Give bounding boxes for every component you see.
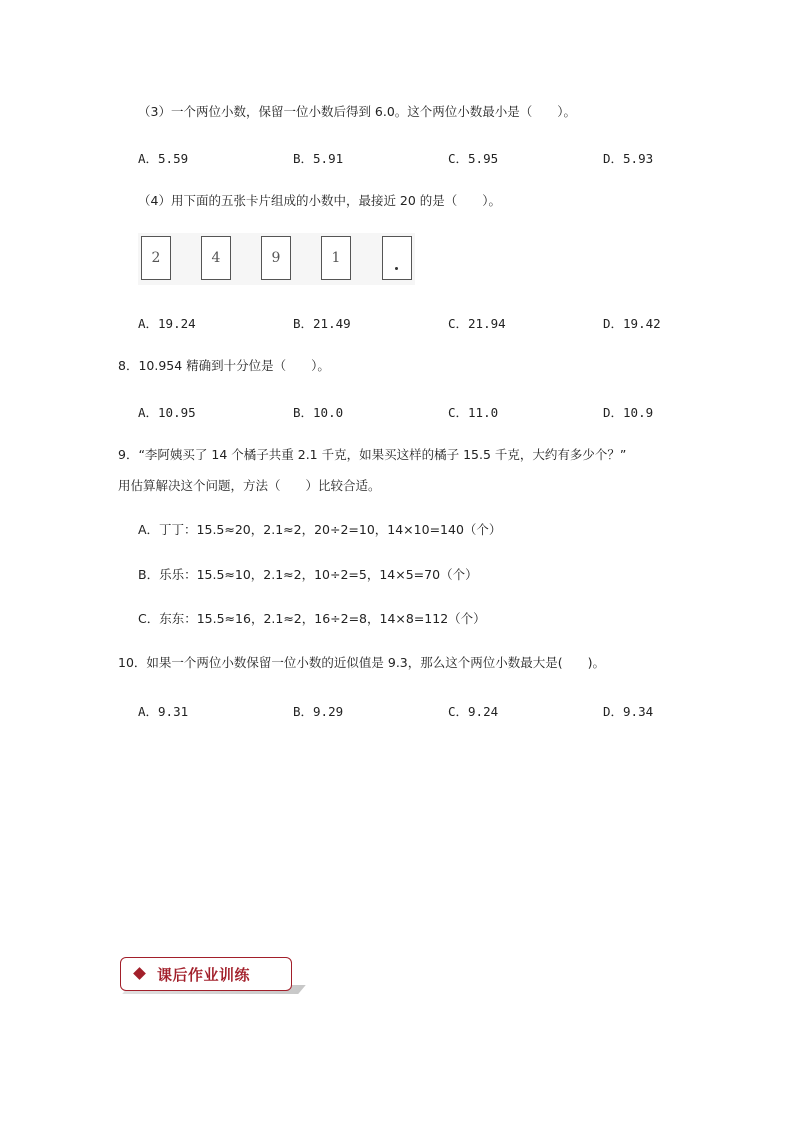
card-1: 1 xyxy=(321,236,351,280)
question-8: 8．10.954 精确到十分位是（ ）。 xyxy=(118,358,330,373)
option-c: C．东东：15.5≈16，2.1≈2，16÷2=8，14×8=112（个） xyxy=(138,611,486,626)
option-a: A．10.95 xyxy=(138,405,196,420)
card-decimal-point xyxy=(382,236,412,280)
question-10: 10．如果一个两位小数保留一位小数的近似值是 9.3，那么这个两位小数最大是( )。 xyxy=(118,655,606,670)
section-banner-label: 课后作业训练 xyxy=(157,966,251,984)
option-a: A．9.31 xyxy=(138,704,189,719)
number-cards xyxy=(138,233,415,285)
option-b: B．5.91 xyxy=(293,151,344,166)
option-c: C．11.0 xyxy=(448,405,499,420)
question-7-3: （3）一个两位小数，保留一位小数后得到 6.0。这个两位小数最小是（ ）。 xyxy=(138,104,577,119)
option-b: B．21.49 xyxy=(293,316,351,331)
question-9-line-1: 9．“李阿姨买了 14 个橘子共重 2.1 千克，如果买这样的橘子 15.5 千克，大约有多少个？” xyxy=(118,447,627,462)
option-a: A．5.59 xyxy=(138,151,189,166)
option-d: D．10.9 xyxy=(603,405,654,420)
option-a: A．19.24 xyxy=(138,316,196,331)
question-7-4: （4）用下面的五张卡片组成的小数中，最接近 20 的是（ ）。 xyxy=(138,193,502,208)
card-2: 2 xyxy=(141,236,171,280)
option-b: B．9.29 xyxy=(293,704,344,719)
option-c: C．5.95 xyxy=(448,151,499,166)
decimal-point-icon xyxy=(395,267,398,270)
option-c: C．21.94 xyxy=(448,316,506,331)
option-d: D．5.93 xyxy=(603,151,654,166)
option-b: B．10.0 xyxy=(293,405,344,420)
option-a: A．丁丁：15.5≈20，2.1≈2，20÷2=10，14×10=140（个） xyxy=(138,522,502,537)
section-banner xyxy=(120,957,292,991)
option-b: B．乐乐：15.5≈10，2.1≈2，10÷2=5，14×5=70（个） xyxy=(138,567,478,582)
option-d: D．9.34 xyxy=(603,704,654,719)
card-4: 4 xyxy=(201,236,231,280)
question-9-line-2: 用估算解决这个问题，方法（ ）比较合适。 xyxy=(118,478,381,493)
diamond-icon xyxy=(133,967,146,980)
option-d: D．19.42 xyxy=(603,316,661,331)
option-c: C．9.24 xyxy=(448,704,499,719)
card-9: 9 xyxy=(261,236,291,280)
